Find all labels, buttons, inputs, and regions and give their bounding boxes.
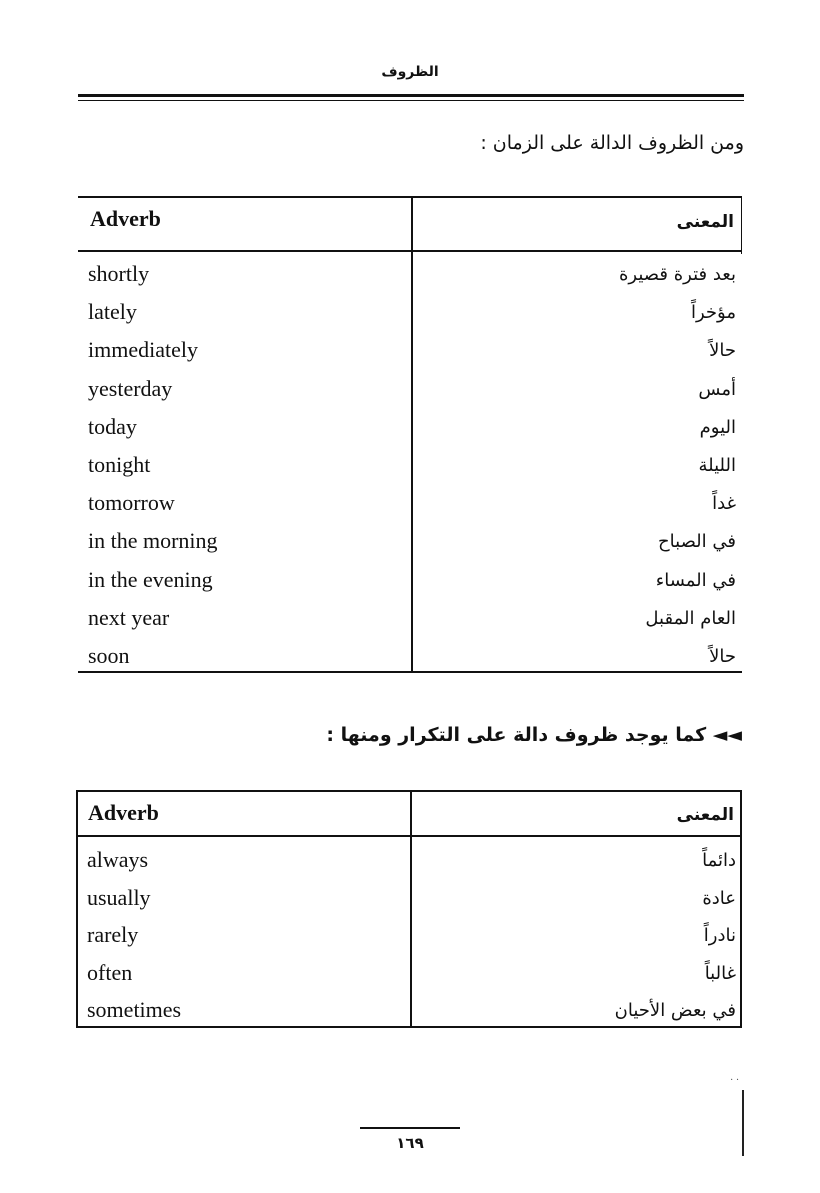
adverb-cell: yesterday (88, 375, 173, 401)
adverb-cell: immediately (88, 337, 198, 363)
section1-intro: ومن الظروف الدالة على الزمان : (480, 132, 744, 154)
adverb-cell: lately (88, 299, 137, 325)
meaning-cell: غالباً (704, 962, 736, 984)
footer-rule (360, 1127, 460, 1129)
adverb-cell: shortly (88, 261, 150, 286)
adverb-cell: in the evening (88, 566, 213, 592)
header-rule (78, 94, 744, 97)
meaning-cell: مؤخراً (691, 302, 736, 324)
meaning-cell: بعد فترة قصيرة (619, 264, 736, 285)
adverb-cell: next year (88, 604, 170, 630)
table1-column-divider (411, 196, 413, 673)
adverb-cell: sometimes (87, 997, 182, 1022)
meaning-cell: العام المقبل (645, 607, 736, 629)
table2-header-meaning: المعنى (676, 805, 734, 825)
chapter-title: الظروف (381, 64, 439, 80)
adverb-cell: always (87, 847, 149, 872)
adverb-cell: today (88, 413, 137, 439)
table1-header-border (78, 250, 742, 252)
table2-right-border (740, 790, 742, 1028)
table1-header-adverb: Adverb (90, 206, 161, 231)
meaning-cell: في بعض الأحيان (614, 1000, 736, 1021)
adverb-cell: soon (88, 643, 130, 668)
table1-bottom-border (78, 671, 742, 673)
adverb-cell: often (87, 959, 133, 985)
meaning-cell: دائماً (702, 850, 736, 871)
adverb-cell: tomorrow (88, 490, 175, 516)
header-rule-thin (78, 100, 744, 101)
table2-header-adverb: Adverb (88, 800, 159, 825)
margin-mark (742, 1090, 744, 1156)
table2-left-border (76, 790, 78, 1028)
adverb-cell: tonight (88, 452, 151, 477)
table1-top-border (78, 196, 742, 198)
meaning-cell: حالاً (709, 340, 736, 362)
meaning-cell: الليلة (698, 455, 736, 476)
table2-header-border (76, 835, 742, 837)
meaning-cell: غداً (712, 493, 736, 515)
page-number: ١٦٩ (396, 1134, 424, 1152)
table1-right-border (741, 196, 742, 254)
adverb-cell: usually (87, 884, 151, 910)
meaning-cell: اليوم (699, 416, 736, 438)
table2-top-border (76, 790, 742, 792)
meaning-cell: في الصباح (658, 531, 736, 553)
adverb-cell: in the morning (88, 528, 218, 554)
table1-header-meaning: المعنى (676, 212, 734, 232)
table2-column-divider (410, 790, 412, 1028)
adverb-cell: rarely (87, 922, 139, 947)
table2-bottom-border (76, 1026, 742, 1028)
meaning-cell: عادة (702, 887, 736, 909)
meaning-cell: حالاً (709, 646, 736, 667)
meaning-cell: أمس (698, 378, 736, 400)
section2-intro: ◄◄ كما يوجد ظروف دالة على التكرار ومنها : (326, 724, 742, 746)
meaning-cell: نادراً (703, 925, 736, 946)
margin-dots: · · (730, 1075, 740, 1086)
meaning-cell: في المساء (655, 569, 736, 591)
